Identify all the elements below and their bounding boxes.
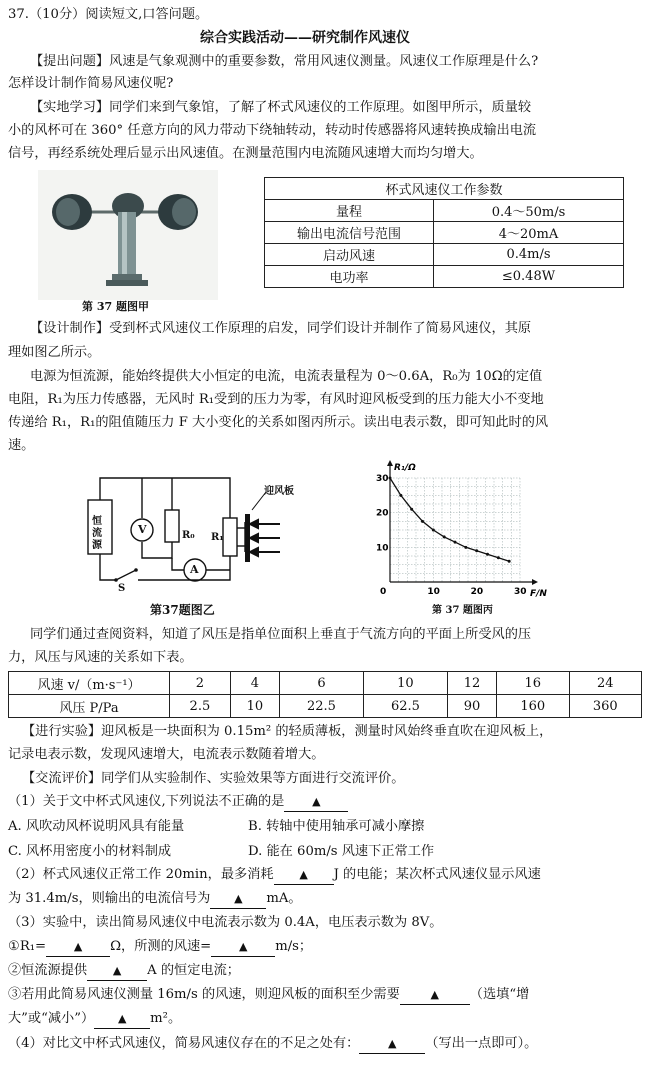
paragraph-pressure-2: 力，风压与风速的关系如下表。: [8, 650, 193, 665]
data-point: [508, 560, 511, 563]
question-3: （3）实验中，读出简易风速仪中电流表示数为 0.4A，电压表示数为 8V。: [8, 915, 443, 930]
figure-jia-caption: 第 37 题图甲: [82, 300, 149, 313]
r1-label: R₁: [211, 532, 224, 543]
paragraph-experiment: 【进行实验】迎风板是一块面积为 0.15m² 的轻质薄板，测量时风始终垂直吹在迎风板上，: [22, 724, 553, 739]
data-point: [410, 508, 413, 511]
x-tick-label: 30: [514, 587, 527, 597]
question-3-1: ①R₁= ▲ Ω，所测的风速= ▲ m/s；: [8, 938, 312, 957]
paragraph-study-2: 小的风杯可在 360° 任意方向的风力带动下绕轴转动，转动时传感器将风速转换成输出电流: [8, 123, 537, 138]
question-4: （4）对比文中杯式风速仪，简易风速仪存在的不足之处有： ▲ （写出一点即可）。: [8, 1035, 537, 1054]
data-point: [454, 541, 457, 544]
answer-blank[interactable]: ▲: [359, 1035, 425, 1054]
paragraph-circuit: 电源为恒流源，能始终提供大小恒定的电流，电流表量程为 0～0.6A，R₀为 10Ω的定值: [30, 369, 543, 384]
paragraph-study: 【实地学习】同学们来到气象馆，了解了杯式风速仪的工作原理。如图甲所示，质量较: [30, 100, 532, 115]
question-1: （1）关于文中杯式风速仪,下列说法不正确的是 ▲: [8, 793, 348, 812]
data-point: [432, 529, 435, 532]
question-header: 37.（10分）阅读短文,口答问题。: [8, 7, 209, 22]
data-point: [475, 549, 478, 552]
data-point: [389, 477, 392, 480]
table-row: 电功率 ≤0.48W: [265, 266, 624, 288]
data-point: [497, 556, 500, 559]
question-2: （2）杯式风速仪正常工作 20min，最多消耗 ▲ J 的电能；某次杯式风速仪显示风速: [8, 866, 541, 885]
question-3-3-cont: 大”或“减小”） ▲ m²。: [8, 1010, 181, 1029]
r0-label: R₀: [182, 530, 195, 541]
answer-blank[interactable]: ▲: [46, 938, 110, 957]
x-tick-label: 10: [427, 587, 440, 597]
x-axis-label: F/N: [530, 589, 547, 599]
answer-blank[interactable]: ▲: [284, 793, 348, 812]
data-point: [399, 494, 402, 497]
voltmeter-label: V: [138, 523, 147, 536]
paragraph-pressure: 同学们通过查阅资料，知道了风压是指单位面积上垂直于气流方向的平面上所受风的压: [30, 627, 532, 642]
paragraph-design: 【设计制作】受到杯式风速仪工作原理的启发，同学们设计并制作了简易风速仪，其原: [30, 321, 532, 336]
option-a: A. 风吹动风杯说明风具有能量: [8, 819, 185, 834]
option-c: C. 风杯用密度小的材料制成: [8, 844, 172, 859]
paragraph-study-3: 信号，再经系统处理后显示出风速值。在测量范围内电流随风速增大而均匀增大。: [8, 146, 483, 161]
paragraph-evaluation: 【交流评价】同学们从实验制作、实验效果等方面进行交流评价。: [22, 771, 405, 786]
data-point: [486, 553, 489, 556]
series-line: [390, 478, 509, 561]
passage-title: 综合实践活动——研究制作风速仪: [200, 30, 410, 46]
data-point: [443, 535, 446, 538]
resistance-force-chart: [360, 458, 550, 608]
answer-blank[interactable]: ▲: [211, 938, 275, 957]
paragraph-design-2: 理如图乙所示。: [8, 345, 101, 360]
paragraph-circuit-3: 传递给 R₁，R₁的阻值随压力 F 大小变化的关系如图丙所示。读出电表示数，即可知此时的风: [8, 415, 549, 430]
ammeter-label: A: [190, 563, 199, 576]
constant-current-source-label: 恒流源: [92, 516, 102, 551]
x-tick-label: 20: [470, 587, 484, 597]
question-3-3: ③若用此简易风速仪测量 16m/s 的风速，则迎风板的面积至少需要 ▲ （选填“增: [8, 986, 529, 1005]
parameter-table-title: 杯式风速仪工作参数: [265, 178, 624, 200]
figure-yi-caption: 第37题图乙: [150, 603, 215, 617]
option-b: B. 转轴中使用轴承可减小摩擦: [248, 819, 425, 834]
table-row: 启动风速 0.4m/s: [265, 244, 624, 266]
table-row: 输出电流信号范围 4～20mA: [265, 222, 624, 244]
parameter-table: [264, 177, 624, 288]
paragraph-ask: 【提出问题】风速是气象观测中的重要参数，常用风速仪测量。风速仪工作原理是什么?: [30, 54, 539, 69]
answer-blank[interactable]: ▲: [87, 962, 147, 981]
answer-blank[interactable]: ▲: [94, 1010, 150, 1029]
option-d: D. 能在 60m/s 风速下正常工作: [248, 844, 435, 859]
table-row: 量程 0.4～50m/s: [265, 200, 624, 222]
chart-curve: [389, 477, 511, 563]
y-tick-label: 10: [376, 543, 389, 554]
data-point: [421, 520, 424, 523]
y-axis-label: R₁/Ω: [394, 463, 416, 473]
data-point: [464, 546, 467, 549]
paragraph-circuit-4: 速。: [8, 438, 35, 453]
y-axis-arrow: [387, 460, 393, 466]
paragraph-experiment-2: 记录电表示数，发现风速增大，电流表示数随着增大。: [8, 747, 325, 762]
wind-pressure-table: [8, 671, 642, 718]
chart-axes: [387, 460, 547, 599]
x-axis-arrow: [532, 579, 538, 585]
switch-label: S: [118, 583, 126, 594]
y-tick-label: 20: [376, 508, 389, 519]
table-row: 风压 P/Pa 2.5 10 22.5 62.5 90 160 360: [9, 695, 642, 718]
answer-blank[interactable]: ▲: [210, 890, 266, 909]
x-tick-label: 0: [380, 587, 387, 597]
answer-blank[interactable]: ▲: [274, 866, 334, 885]
cup-anemometer-photo: [38, 170, 218, 300]
table-row: 风速 v/（m·s⁻¹） 2 4 6 10 12 16 24: [9, 672, 642, 695]
paragraph-circuit-2: 电阻，R₁为压力传感器，无风时 R₁受到的压力为零，有风时迎风板受到的压力能大小不变地: [8, 392, 544, 407]
answer-blank[interactable]: ▲: [400, 986, 470, 1005]
chart-grid: [390, 478, 520, 582]
question-3-2: ②恒流源提供 ▲ A 的恒定电流；: [8, 962, 240, 981]
paragraph-ask-cont: 怎样设计制作简易风速仪呢?: [8, 76, 174, 91]
wind-board-label: 迎风板: [264, 486, 294, 497]
figure-bing-caption: 第 37 题图丙: [432, 605, 493, 616]
y-tick-label: 30: [376, 474, 389, 484]
question-2-cont: 为 31.4m/s，则输出的电流信号为 ▲ mA。: [8, 890, 302, 909]
